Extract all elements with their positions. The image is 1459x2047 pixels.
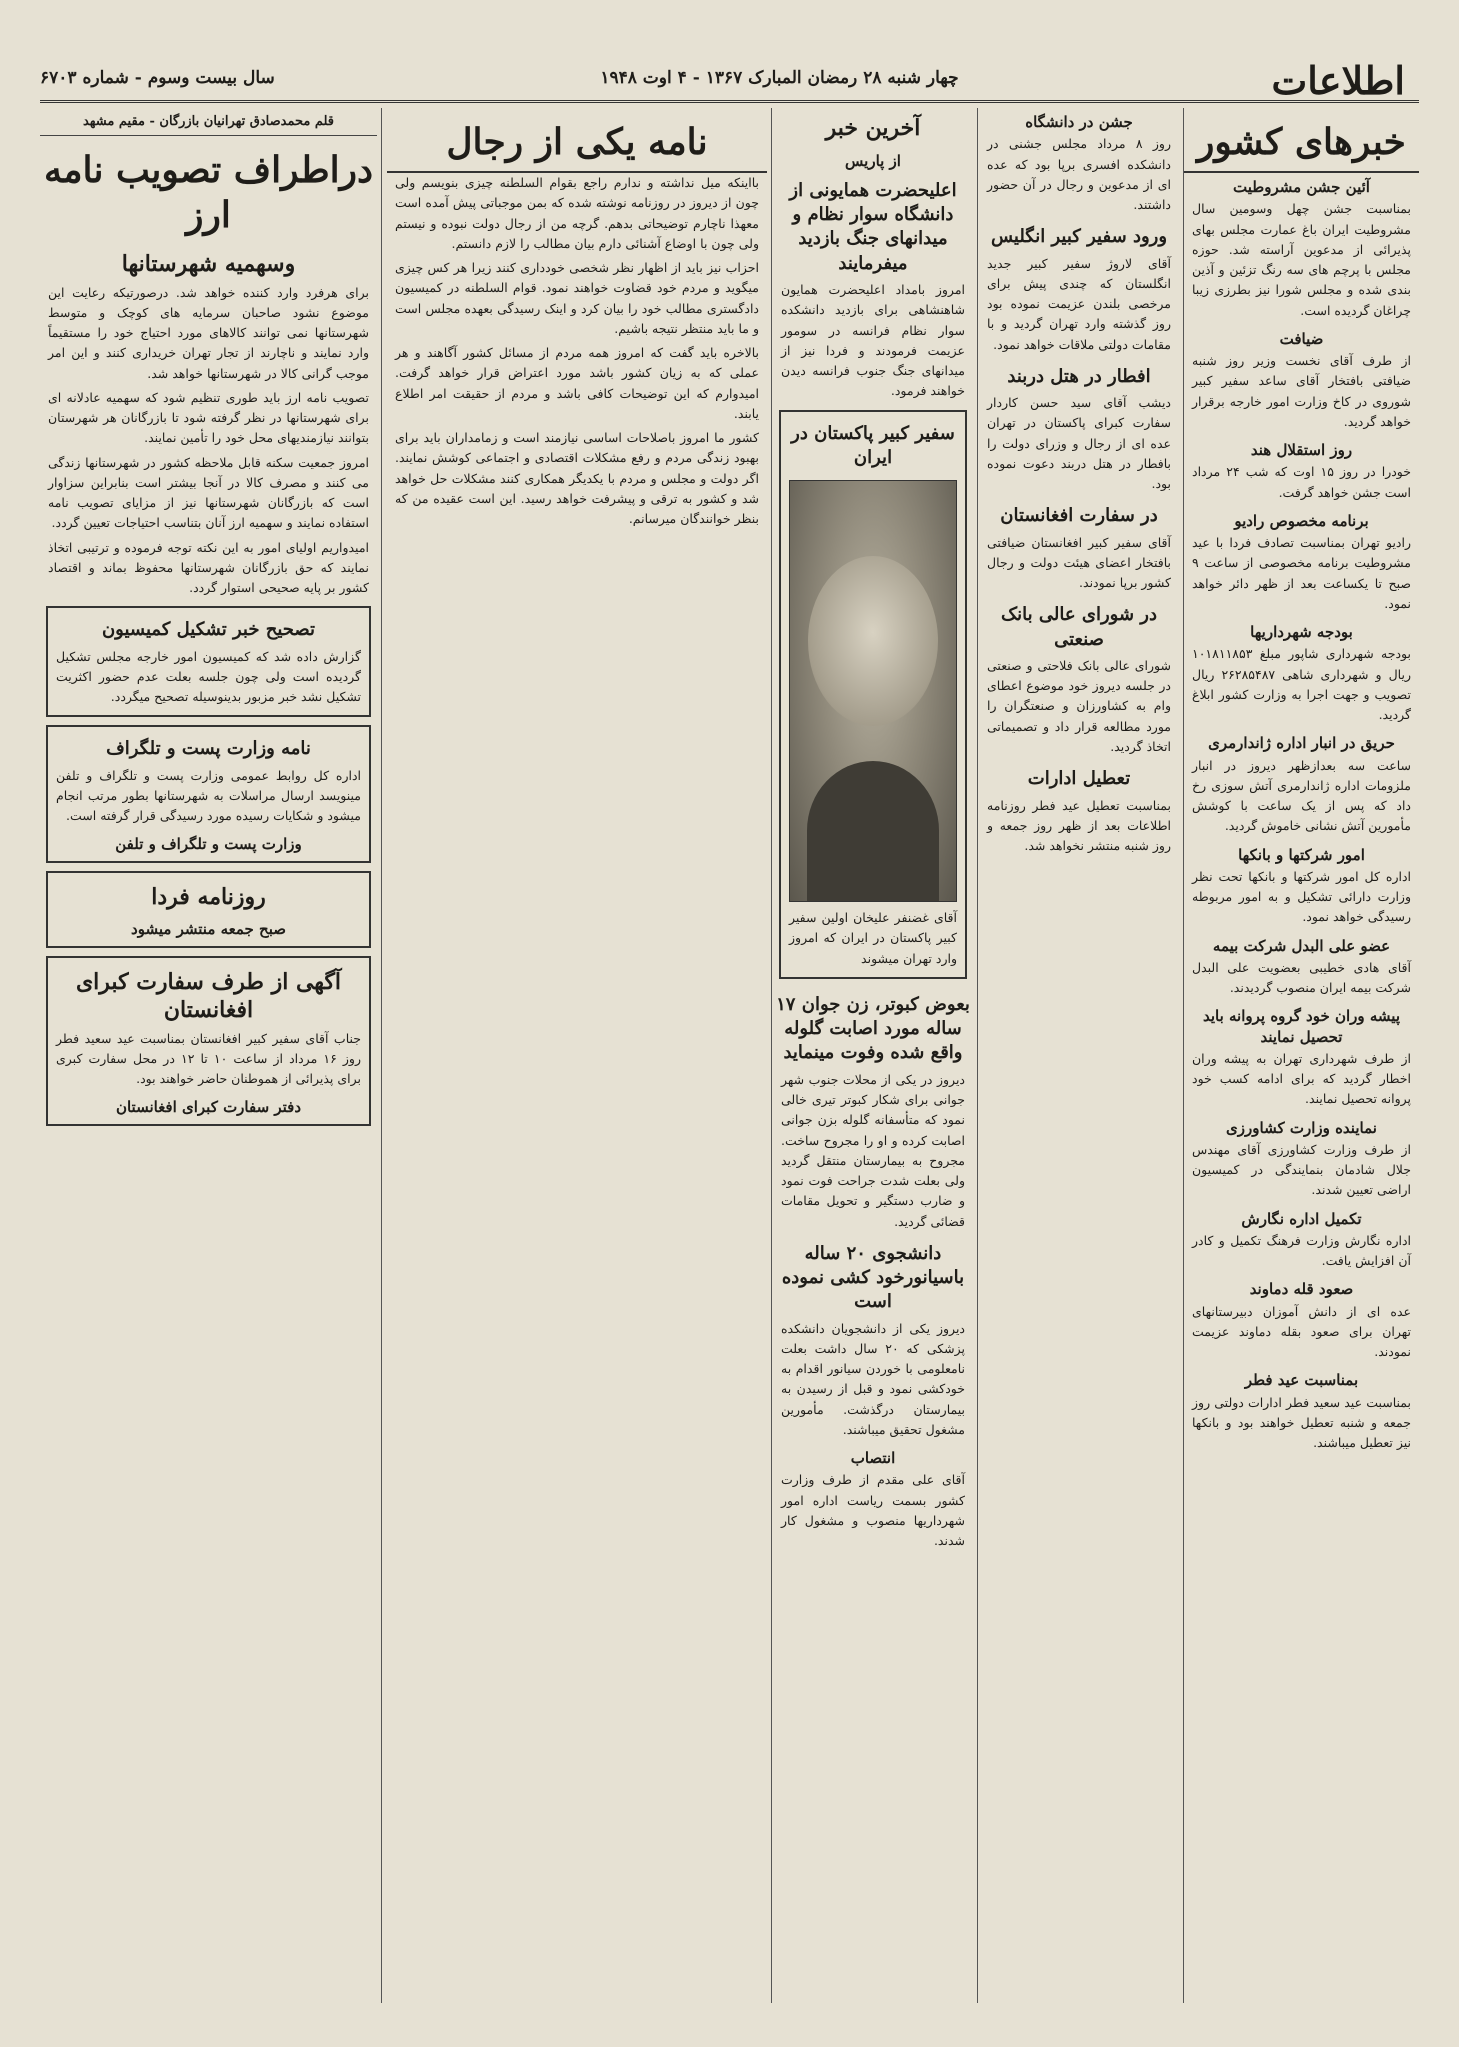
news-item [1184, 1205, 1419, 1272]
news-headline: پیشه وران خود گروه پروانه باید تحصیل نمایند [1203, 1007, 1400, 1046]
news-item [979, 108, 1179, 215]
ministry-letter-box [46, 725, 371, 862]
article-paragraph: بالاخره باید گفت که امروز همه مردم از مسائل کشور آگاهند و هر عملی که به زیان کشور باشد مورد اعتراض قرار خواهد گرفت. امیدوارم که این توضیحات کافی باشد و مردم از حقیقت امر اطلاع یابند. [395, 345, 759, 421]
column-events [979, 108, 1179, 2003]
news-item [1184, 1114, 1419, 1201]
latest-news-text: امروز بامداد اعلیحضرت همایون شاهنشاهی برای بازدید دانشکده سوار نظام فرانسه در سومور عزیمت فرمودند و فردا نیز از میدانهای جنگ جنوب فرانسه دیدن خواهند فرمود. [781, 282, 965, 399]
news-headline: افطار در هتل دربند [1007, 365, 1151, 387]
news-headline: حریق در انبار اداره ژاندارمری [1208, 734, 1395, 753]
masthead: اطلاعات [1271, 58, 1405, 103]
column-national-news [1184, 108, 1419, 2003]
ministry-headline: نامه وزارت پست و تلگراف [106, 738, 311, 760]
article-title: نامه یکی از رجال [387, 108, 767, 173]
news-item [979, 219, 1179, 355]
correction-headline: تصحیح خبر تشکیل کمیسیون [101, 619, 316, 641]
news-text: اداره کل امور شرکتها و بانکها تحت نظر وزارت دارائی تشکیل و به امور مربوطه رسیدگی خواهد نمود. [1192, 868, 1411, 925]
news-text: از طرف آقای نخست وزیر روز شنبه ضیافتی بافتخار آقای ساعد سفیر کبیر شوروی در کاخ وزارت امور خارجه برقرار خواهد گردید. [1192, 353, 1411, 429]
correction-box [46, 606, 371, 717]
ad-headline: آگهی از طرف سفارت کبرای افغانستان [75, 968, 342, 1024]
article-title: دراطراف تصویب نامه ارز [43, 149, 374, 236]
article-paragraph: امیدواریم اولیای امور به این نکته توجه فرموده و ترتیبی اتخاذ نمایند که حق بازرگانان شهرستانها محفوظ بماند و اقتصاد کشور بر پایه صحیحی استوار گردد. [48, 539, 369, 596]
news-item [1184, 618, 1419, 725]
news-item [979, 498, 1179, 593]
article-paragraph: بااینکه میل نداشته و ندارم راجع بقوام السلطنه چیزی بنویسم ولی چون از دیروز در روزنامه نوشته شده که بمن موجباتی پیش آمده است معهذا ناچارم توضیحاتی بدهم. گرچه من از رجال دولت نبوده و نیستم ولی چون با اوضاع آشنائی دارم بیان مطالب را لازم دانستم. [395, 175, 759, 251]
news-item [1184, 932, 1419, 999]
section-title: خبرهای کشور [1184, 108, 1419, 173]
column-latest-news [773, 108, 973, 2003]
news-headline: عضو علی البدل شرکت بیمه [1212, 936, 1391, 955]
ministry-signature: وزارت پست و تلگراف و تلفن [115, 835, 302, 854]
news-text: دیشب آقای سید حسن کاردار سفارت کبرای پاکستان در تهران عده ای از رجال و وزرای دولت را بافطار در هتل دربند دعوت نموده بود. [987, 395, 1171, 492]
correction-text: گزارش داده شد که کمیسیون امور خارجه مجلس تشکیل گردیده است ولی چون جلسه بعلت عدم حضور اکثریت تشکیل نشد خبر مزبور بدینوسیله تصحیح میگردد. [56, 648, 361, 705]
article-paragraph: کشور ما امروز باصلاحات اساسی نیازمند است و زمامداران باید برای بهبود زندگی مردم و رفع مشکلات اقتصادی و اجتماعی کوشش نمایند. اگر دولت و مجلس و مردم با یکدیگر همکاری کنند مشکلات حل خواهد شد و کشور به ترقی و پیشرفت خواهد رسید. این است عقیده من که بنظر خوانندگان میرسانم. [395, 430, 759, 526]
news-headline: جشن در دانشگاه [1025, 113, 1133, 131]
column-letter [387, 108, 767, 2003]
news-text: شورای عالی بانک فلاحتی و صنعتی در جلسه دیروز خود موضوع اعطای وام به کشاورزان و صنعتگران را مورد مطالعه قرار داد و تصمیماتی اتخاذ گردید. [987, 657, 1171, 754]
column-divider [771, 108, 772, 2003]
article-paragraph: احزاب نیز باید از اظهار نظر شخصی خودداری کنند زیرا هر کس چیزی میگوید و مردم خود قضاوت خواهند نمود. قوام السلطنه در کمیسیون دادگستری مطالب خود را بیان کرد و اینک رسیدگی بعهده مجلس است و ما باید منتظر نتیجه باشیم. [395, 260, 759, 336]
news-item [1184, 1002, 1419, 1109]
ministry-text: اداره کل روابط عمومی وزارت پست و تلگراف و تلفن مینویسد ارسال مراسلات به شهرستانها بطور مرتب انجام میشود و شکایات رسیده مورد رسیدگی قرار گرفته است. [56, 767, 361, 824]
news-headline: بودجه شهرداریها [1250, 623, 1353, 641]
notice-text: صبح جمعه منتشر میشود [131, 920, 286, 939]
news-list [1184, 173, 1419, 1453]
news-item [1184, 729, 1419, 836]
latest-news-dateline: از پاریس [845, 151, 901, 170]
news-text: از طرف وزارت کشاورزی آقای مهندس جلال شادمان بنمایندگی در کمیسیون اراضی تعیین شدند. [1192, 1141, 1411, 1198]
article-paragraph: برای هرفرد وارد کننده خواهد شد. درصورتیکه رعایت این موضوع نشود صاحبان سرمایه های کوچک و متوسط شهرستانها نمی توانند کالاهای مورد احتیاج خود را مستقیماً وارد نمایند و ناچارند از تجار تهران خریداری کنند و این امر موجب گرانی کالا در شهرستانها خواهد شد. [48, 284, 369, 381]
news-headline: تکمیل اداره نگارش [1241, 1209, 1362, 1228]
news-text: خودرا در روز ۱۵ اوت که شب ۲۴ مرداد است جشن خواهد گرفت. [1192, 464, 1411, 500]
article-byline: قلم محمدصادق تهرانیان بازرگان - مقیم مشهد [40, 108, 377, 136]
news-headline: ورود سفیر کبیر انگلیس [990, 226, 1168, 248]
news-item [1184, 507, 1419, 614]
column-divider [1183, 108, 1184, 2003]
header-rule [40, 100, 1419, 103]
news-text: روز ۸ مرداد مجلس جشنی در دانشکده افسری برپا بود که عده ای از مدعوین و رجال در آن حضور داشتند. [987, 136, 1171, 212]
news-headline: در شورای عالی بانک صنعتی [1001, 604, 1157, 650]
news-headline: انتصاب [850, 1449, 896, 1468]
issue-number: سال بیست وسوم - شماره ۶۷۰۳ [40, 68, 275, 88]
dateline: چهار شنبه ۲۸ رمضان المبارک ۱۳۶۷ - ۴ اوت ۱۹۴۸ [600, 68, 959, 88]
news-item [1184, 841, 1419, 928]
column-divider [381, 108, 382, 2003]
photo-box [779, 410, 967, 979]
column-currency-article [40, 108, 377, 2003]
article-subtitle: وسهمیه شهرستانها [121, 251, 296, 277]
latest-news-headline: اعلیحضرت همایونی از دانشگاه سوار نظام و میدانهای جنگ بازدید میفرمایند [789, 179, 957, 274]
news-text: بودجه شهرداری شاپور مبلغ ۱۰۱۸۱۱۸۵۳ ریال و شهرداری شاهی ۲۶۲۸۵۴۸۷ ریال تصویب و جهت اجرا به وزارت کشور ابلاغ گردید. [1192, 646, 1411, 722]
news-text: بمناسبت عید سعید فطر ادارات دولتی روز جمعه و شنبه تعطیل خواهند بود و بانکها نیز تعطیل میباشند. [1192, 1394, 1411, 1450]
latest-news-title: آخرین خبر [825, 115, 921, 141]
news-headline: تعطیل ادارات [1027, 768, 1131, 790]
news-headline: نماینده وزارت کشاورزی [1226, 1118, 1377, 1137]
photo-title: سفیر کبیر پاکستان در ایران [791, 422, 955, 468]
news-text: آقای علی مقدم از طرف وزارت کشور بسمت ریاست اداره امور شهرداریها منصوب و مشغول کار شدند. [781, 1472, 965, 1549]
news-headline: در سفارت افغانستان [1000, 505, 1158, 527]
column-divider [977, 108, 978, 2003]
news-headline: بعوض کبوتر، زن جوان ۱۷ ساله مورد اصابت گلوله واقع شده وفوت مینماید [776, 993, 970, 1064]
news-text: بمناسبت جشن چهل وسومین سال مشروطیت ایران باغ عمارت مجلس بهای پذیرائی از مدعوین آراسته شد. حوزه مجلس با پرچم های سه رنگ تزئین و آذین بندی شده و مجلس شورا نیز بطرزی زیبا چراغان گردیده است. [1192, 201, 1411, 318]
news-headline: دانشجوی ۲۰ ساله باسیانورخود کشی نموده است [781, 1242, 965, 1313]
news-item [979, 359, 1179, 495]
news-item [1184, 436, 1419, 503]
news-text: آقای هادی خطیبی بعضویت علی البدل شرکت بیمه ایران منصوب گردیدند. [1192, 959, 1411, 995]
news-text: ساعت سه بعدازظهر دیروز در انبار ملزومات اداره ژاندارمری آتش سوزی رخ داد که پس از یک ساعت با کوشش مأمورین آتش نشانی خاموش گردید. [1192, 757, 1411, 834]
ambassador-portrait [789, 480, 957, 902]
news-text: آقای لاروژ سفیر کبیر جدید انگلستان که چندی پیش برای مرخصی بلندن عزیمت نموده بود روز گذشته وارد تهران گردید و با مقامات دولتی ملاقات خواهد نمود. [987, 255, 1171, 352]
news-headline: صعود قله دماوند [1249, 1280, 1354, 1299]
embassy-ad-box [46, 956, 371, 1126]
ad-signature: دفتر سفارت کبرای افغانستان [115, 1098, 302, 1117]
news-item [1184, 1275, 1419, 1362]
news-headline: بمناسبت عید فطر [1244, 1371, 1359, 1390]
notice-headline: روزنامه فردا [151, 883, 266, 910]
news-item [1184, 325, 1419, 432]
photo-caption: آقای غضنفر علیخان اولین سفیر کبیر پاکستان در ایران که امروز وارد تهران میشوند [789, 910, 957, 966]
news-headline: روز استقلال هند [1250, 441, 1353, 459]
article-paragraph: امروز جمعیت سکنه قابل ملاحظه کشور در شهرستانها زندگی می کنند و مصرف کالا در آنجا بیشتر است بنابراین سزاوار است که بازرگانان شهرستانها نیز از مزایای تصویب نامه استفاده نمایند و سهمیه ارز آنان بتناسب احتیاجات تعیین گردد. [48, 454, 369, 531]
news-text: دیروز در یکی از محلات جنوب شهر جوانی برای شکار کبوتر تیری خالی نمود که متأسفانه گلوله بزن جوانی اصابت کرده و او را مجروح ساخت. مجروح به بیمارستان منتقل گردید ولی بعلت شدت جراحت فوت نمود و ضارب دستگیر و تحویل مقامات قضائی گردید. [781, 1071, 965, 1229]
news-text: رادیو تهران بمناسبت تصادف فردا با عید مشروطیت برنامه مخصوصی از ساعت ۹ صبح تا یکساعت بعد از ظهر دائر خواهد نمود. [1192, 535, 1411, 611]
news-item [979, 761, 1179, 856]
news-item [979, 597, 1179, 757]
news-text: آقای سفیر کبیر افغانستان ضیافتی بافتخار اعضای هیئت دولت و رجال کشور برپا نمودند. [987, 534, 1171, 591]
news-text: بمناسبت تعطیل عید فطر روزنامه اطلاعات بعد از ظهر روز جمعه و روز شنبه منتشر نخواهد شد. [987, 797, 1171, 854]
news-item [1184, 173, 1419, 321]
news-headline: برنامه مخصوص رادیو [1234, 511, 1369, 530]
news-text: عده ای از دانش آموزان دبیرستانهای تهران برای صعود بقله دماوند عزیمت نمودند. [1192, 1303, 1411, 1359]
news-headline: امور شرکتها و بانکها [1238, 845, 1365, 864]
tomorrow-notice-box [46, 871, 371, 948]
ad-text: جناب آقای سفیر کبیر افغانستان بمناسبت عید سعید فطر روز ۱۶ مرداد از ساعت ۱۰ تا ۱۲ در محل سفارت کبری برای پذیرائی از هموطنان حاضر خواهند بود. [56, 1030, 362, 1087]
page-header [40, 58, 1419, 103]
news-text: از طرف شهرداری تهران به پیشه وران اخطار گردید که برای ادامه کسب خود پروانه تحصیل نمایند. [1192, 1050, 1411, 1107]
news-text: دیروز یکی از دانشجویان دانشکده پزشکی که ۲۰ سال داشت بعلت نامعلومی با خوردن سیانور اقدام به خودکشی نمود و قبل از رسیدن به بیمارستان درگذشت. مأمورین مشغول تحقیق میباشند. [781, 1320, 965, 1437]
news-headline: ضیافت [1279, 329, 1324, 348]
news-text: اداره نگارش وزارت فرهنگ تکمیل و کادر آن افزایش یافت. [1192, 1232, 1411, 1268]
news-headline: آئین جشن مشروطیت [1233, 178, 1370, 196]
news-item [1184, 1366, 1419, 1453]
article-paragraph: تصویب نامه ارز باید طوری تنظیم شود که سهمیه عادلانه ای برای شهرستانها در نظر گرفته شود تا بازرگانان هر شهرستان بتوانند نیازمندیهای محل خود را تأمین نمایند. [48, 389, 369, 446]
